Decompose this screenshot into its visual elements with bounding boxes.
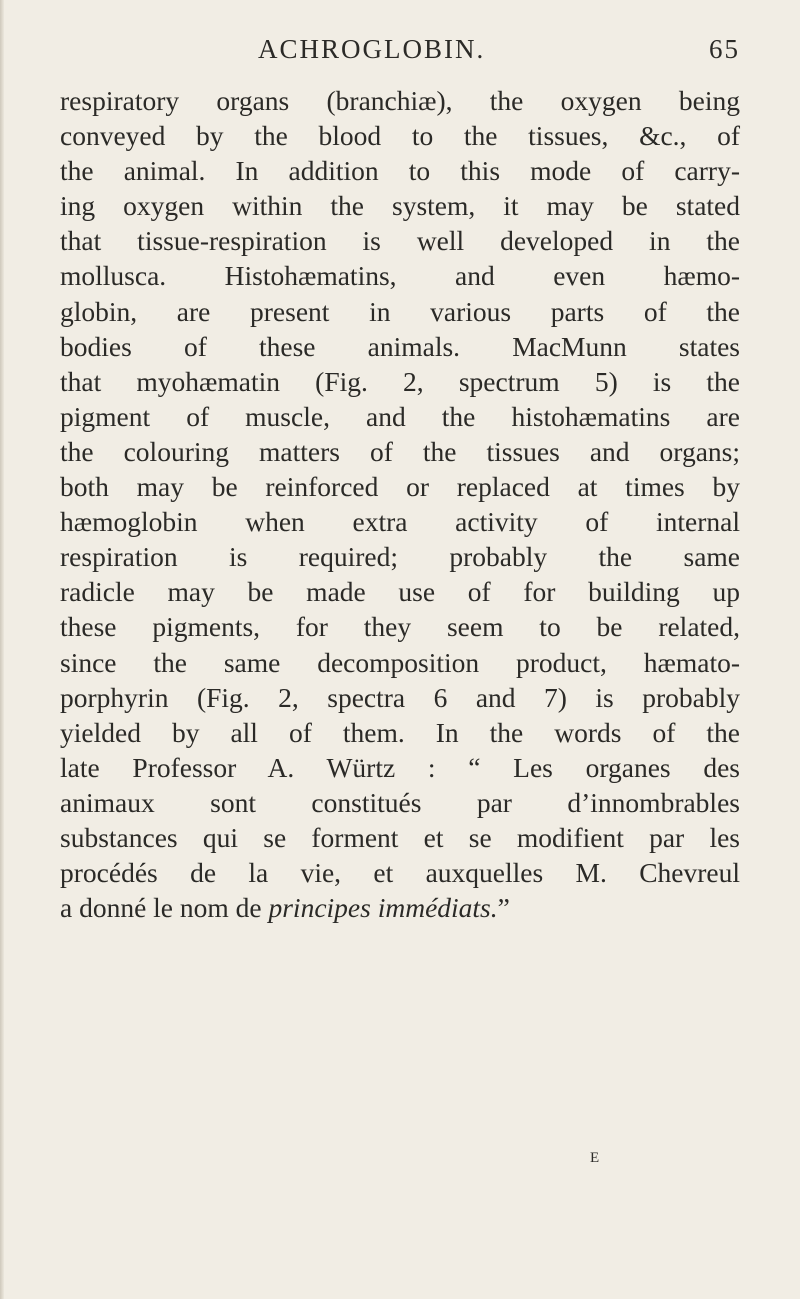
text-line: bodies of these animals. MacMunn states <box>60 330 740 362</box>
text-line-last <box>60 890 740 925</box>
text-line: mollusca. Histohæmatins, and even hæmo- <box>60 260 740 292</box>
signature-mark: E <box>590 1150 601 1166</box>
text-line: the colouring matters of the tissues and organs; <box>60 435 740 467</box>
text-line: animaux sont constitués par d’innombrables <box>60 786 740 818</box>
body-paragraph <box>60 83 740 925</box>
text-line: ing oxygen within the system, it may be stated <box>60 190 740 222</box>
text-line: yielded by all of them. In the words of the <box>60 716 740 748</box>
closing-quote: ” <box>497 892 510 924</box>
text-line: substances qui se forment et se modifient par les <box>60 821 740 853</box>
text-line: that myohæmatin (Fig. 2, spectrum 5) is the <box>60 365 740 397</box>
text-line: pigment of muscle, and the histohæmatins are <box>60 400 740 432</box>
text-line: the animal. In addition to this mode of carry- <box>60 155 740 187</box>
text-line: radicle may be made use of for building up <box>60 576 740 608</box>
last-line-start: a donné le nom de <box>60 892 269 924</box>
page-edge <box>0 0 4 1299</box>
text-line: these pigments, for they seem to be related, <box>60 611 740 643</box>
text-line: hæmoglobin when extra activity of internal <box>60 506 740 538</box>
running-head <box>60 34 740 74</box>
text-line: globin, are present in various parts of the <box>60 295 740 327</box>
text-line: respiratory organs (branchiæ), the oxygen being <box>60 85 740 116</box>
text-line: that tissue-respiration is well developed in the <box>60 225 740 257</box>
text-line: since the same decomposition product, hæmato- <box>60 646 740 678</box>
italic-phrase: principes immédiats. <box>268 892 498 924</box>
page-number: 65 <box>709 34 740 64</box>
text-line: respiration is required; probably the same <box>60 541 740 573</box>
text-line: procédés de la vie, et auxquelles M. Chevreul <box>60 857 740 889</box>
text-line: conveyed by the blood to the tissues, &c., of <box>60 120 740 152</box>
text-line: late Professor A. Würtz : “ Les organes des <box>60 751 740 783</box>
text-line: both may be reinforced or replaced at times by <box>60 471 740 503</box>
text-line: porphyrin (Fig. 2, spectra 6 and 7) is probably <box>60 681 740 713</box>
running-title: ACHROGLOBIN. <box>258 34 486 64</box>
